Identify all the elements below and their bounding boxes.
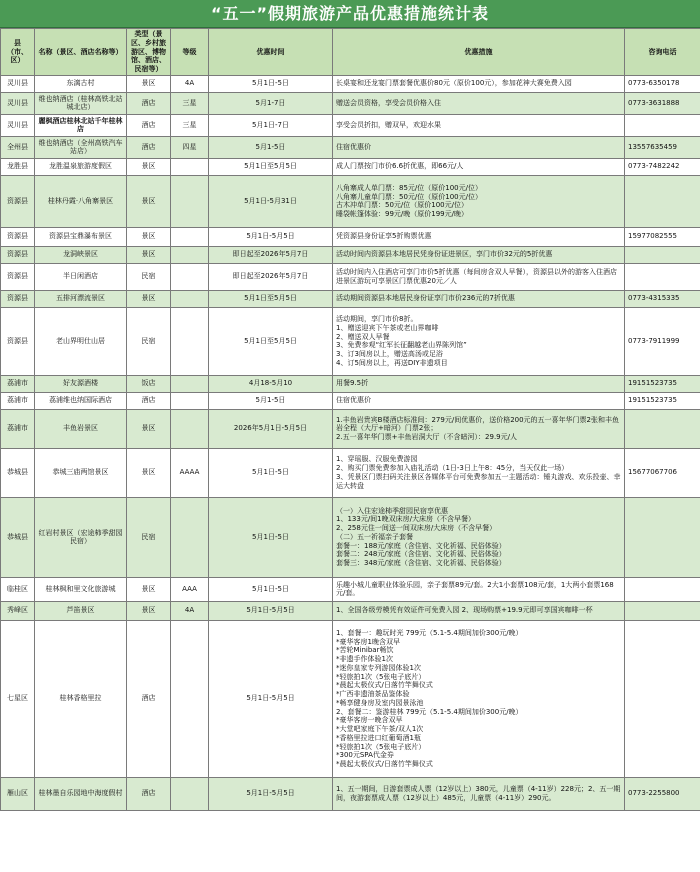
header-measures: 优惠措施 — [333, 29, 625, 76]
page-title: “五一”假期旅游产品优惠措施统计表 — [0, 0, 700, 28]
row-measures: （一）入住宏途柿季甜园民宿享优惠 1、133元/间1晚双床房/大床房（不含早餐） 2、258元住一间送一间双床房/大床房（不含早餐） （二）五一祈福亲子套餐 套餐一：188元/家庭（含住宿、文化祈福、民俗体验） 套餐二：248元/家庭（含住宿、文化祈福、民俗体验） 套餐三：348元/家庭（含住宿、文化祈福、民俗体验） — [333, 497, 625, 577]
row-type: 酒店 — [127, 92, 171, 114]
row-measures: 活动时间内资源县本地居民凭身份证进景区，享门市价32元的5折优惠 — [333, 246, 625, 263]
row-phone — [625, 577, 700, 601]
row-level — [171, 375, 209, 392]
row-level: AAAA — [171, 448, 209, 497]
row-level — [171, 392, 209, 409]
row-name: 维也纳酒店（桂林高铁北站城北店） — [35, 92, 127, 114]
table-row — [1, 409, 700, 448]
table-row — [1, 114, 700, 136]
row-county: 资源县 — [1, 307, 35, 375]
row-name: 半日闲酒店 — [35, 263, 127, 290]
row-level — [171, 290, 209, 307]
row-level: AAA — [171, 577, 209, 601]
table-row — [1, 577, 700, 601]
row-county: 荔浦市 — [1, 375, 35, 392]
row-measures: 乐趣小城儿童职业体验乐园，亲子套票89元/套。2大1小套票108元/套，1大两小套票168元/套。 — [333, 577, 625, 601]
row-time: 5月1日至5月5日 — [209, 290, 333, 307]
row-name: 龙洞峡景区 — [35, 246, 127, 263]
row-county: 临桂区 — [1, 577, 35, 601]
row-county: 资源县 — [1, 246, 35, 263]
row-measures: 八角寨成人单门票：85元/位（原价100元/位） 八角寨儿童单门票：50元/位（原价100元/位） 古木冲单门票：50元/位（原价100元/位） 睡袋帐篷体验：99元/晚（原价199元/晚） — [333, 175, 625, 227]
row-measures: 用餐9.5折 — [333, 375, 625, 392]
row-measures: 享受会员折扣，赠双早，欢迎水果 — [333, 114, 625, 136]
table-row — [1, 290, 700, 307]
row-phone — [625, 409, 700, 448]
row-county: 资源县 — [1, 290, 35, 307]
row-name: 红岩村景区（宏途柿季甜园民宿） — [35, 497, 127, 577]
row-time: 5月1日至5月5日 — [209, 158, 333, 175]
row-county: 灵川县 — [1, 92, 35, 114]
row-time: 5月1日至5月5日 — [209, 307, 333, 375]
row-type: 景区 — [127, 158, 171, 175]
row-type: 酒店 — [127, 114, 171, 136]
row-name: 龙胜温泉旅游度假区 — [35, 158, 127, 175]
row-name: 好友源酒楼 — [35, 375, 127, 392]
row-time: 5月1日-7日 — [209, 114, 333, 136]
row-phone — [625, 263, 700, 290]
row-phone — [625, 497, 700, 577]
row-measures: 活动时间内入住酒店可享门市价5折优惠（每间房含双人早餐），资源县以外的游客入住酒店进景区游玩可享景区门票优惠20元／人 — [333, 263, 625, 290]
row-time: 5月1-5日 — [209, 392, 333, 409]
row-time: 2026年5月1日-5月5日 — [209, 409, 333, 448]
header-level: 等级 — [171, 29, 209, 76]
row-phone: 0773-6350178 — [625, 75, 700, 92]
row-measures: 住宿优惠价 — [333, 136, 625, 158]
table-row — [1, 497, 700, 577]
row-time: 5月1日-5月5日 — [209, 620, 333, 777]
row-type: 酒店 — [127, 136, 171, 158]
row-level — [171, 227, 209, 246]
row-measures: 凭资源县身份证享5折购票优惠 — [333, 227, 625, 246]
row-measures: 1、穿瑶服、汉服免费游园 2、购买门票免费参加入庙礼活动（1日-3日上午8：45分，当天仅此一场） 3、凭景区门票扫码关注景区各媒体平台可免费参加五一主题活动：锤丸游戏、欢乐投壶、幸运大转盘 — [333, 448, 625, 497]
row-county: 龙胜县 — [1, 158, 35, 175]
table-row — [1, 246, 700, 263]
row-phone — [625, 114, 700, 136]
row-county: 灵川县 — [1, 114, 35, 136]
row-type: 酒店 — [127, 620, 171, 777]
row-type: 景区 — [127, 246, 171, 263]
row-measures: 住宿优惠价 — [333, 392, 625, 409]
row-level — [171, 307, 209, 375]
row-phone — [625, 246, 700, 263]
row-county: 荔浦市 — [1, 409, 35, 448]
row-time: 5月1日-5月31日 — [209, 175, 333, 227]
table-row — [1, 227, 700, 246]
row-time: 5月1日-5月5日 — [209, 601, 333, 620]
header-county: 县（市、区） — [1, 29, 35, 76]
row-time: 5月1-7日 — [209, 92, 333, 114]
table-row — [1, 777, 700, 810]
row-level — [171, 175, 209, 227]
row-phone — [625, 620, 700, 777]
row-time: 4月18-5月10 — [209, 375, 333, 392]
row-phone: 19151523735 — [625, 375, 700, 392]
row-county: 秀峰区 — [1, 601, 35, 620]
row-phone — [625, 601, 700, 620]
row-name: 桂林香格里拉 — [35, 620, 127, 777]
row-time: 5月1-5日 — [209, 136, 333, 158]
row-name: 麗枫酒店桂林北站千年桂林店 — [35, 114, 127, 136]
table-row — [1, 136, 700, 158]
row-name: 桂林枫和里文化旅游城 — [35, 577, 127, 601]
table-row — [1, 158, 700, 175]
row-measures: 长桌宴和还龙宴门票套餐优惠价80元（原价100元），参加花神大赛免费入园 — [333, 75, 625, 92]
row-type: 景区 — [127, 227, 171, 246]
row-measures: 活动期间资源县本地居民身份证享门市价236元的7折优惠 — [333, 290, 625, 307]
row-phone: 13557635459 — [625, 136, 700, 158]
promotion-table — [0, 28, 700, 811]
row-county: 资源县 — [1, 227, 35, 246]
row-type: 民宿 — [127, 263, 171, 290]
row-county: 灵川县 — [1, 75, 35, 92]
row-measures: 成人门票按门市价6.6折优惠，即66元/人 — [333, 158, 625, 175]
row-name: 丰鱼岩景区 — [35, 409, 127, 448]
row-level — [171, 158, 209, 175]
row-type: 景区 — [127, 409, 171, 448]
header-type: 类型（景区、乡村旅游区、博物馆、酒店、民宿等） — [127, 29, 171, 76]
row-type: 景区 — [127, 175, 171, 227]
row-time: 5月1日-5日 — [209, 75, 333, 92]
row-measures: 1、全国各级劳模凭有效证件可免费入园 2、现场购票+19.9元即可享国宾咖啡一杯 — [333, 601, 625, 620]
row-measures: 1、五一期间，日游套票成人票（12岁以上）380元，儿童票（4-11岁）228元；2、五一期间，夜游套票成人票（12岁以上）485元，儿童票（4-11岁）290元。 — [333, 777, 625, 810]
row-type: 景区 — [127, 577, 171, 601]
header-name: 名称（景区、酒店名称等） — [35, 29, 127, 76]
table-row — [1, 601, 700, 620]
table-row — [1, 448, 700, 497]
row-county: 恭城县 — [1, 497, 35, 577]
row-level — [171, 497, 209, 577]
table-row — [1, 175, 700, 227]
row-type: 景区 — [127, 601, 171, 620]
row-level: 4A — [171, 601, 209, 620]
row-phone: 0773-7911999 — [625, 307, 700, 375]
row-phone: 0773-3631888 — [625, 92, 700, 114]
row-measures: 1.丰鱼岩贵宾B楼酒店标准间：279元/间优惠价，送价格200元的五一喜年华门票2张和丰鱼岩全程（大厅+暗河）门票2张； 2.五一喜年华门票+丰鱼岩洞大厅（不含暗河）：29.9元/人 — [333, 409, 625, 448]
row-time: 即日起至2026年5月7日 — [209, 263, 333, 290]
row-time: 5月1日-5日 — [209, 448, 333, 497]
row-name: 荔浦维也纳国际酒店 — [35, 392, 127, 409]
row-name: 东漓古村 — [35, 75, 127, 92]
row-county: 全州县 — [1, 136, 35, 158]
row-level: 三星 — [171, 92, 209, 114]
row-time: 即日起至2026年5月7日 — [209, 246, 333, 263]
table-row — [1, 92, 700, 114]
row-county: 七星区 — [1, 620, 35, 777]
row-time: 5月1日-5日 — [209, 497, 333, 577]
table-body — [1, 75, 700, 810]
row-type: 景区 — [127, 448, 171, 497]
row-name: 桂林墨自乐园地中海度假村 — [35, 777, 127, 810]
table-row — [1, 75, 700, 92]
row-type: 酒店 — [127, 392, 171, 409]
row-name: 维也纳酒店（全州高铁汽车站店） — [35, 136, 127, 158]
row-type: 民宿 — [127, 307, 171, 375]
row-level — [171, 246, 209, 263]
row-measures: 赠送会员资格，享受会员价格入住 — [333, 92, 625, 114]
row-time: 5月1日-5月5日 — [209, 227, 333, 246]
row-county: 资源县 — [1, 263, 35, 290]
row-time: 5月1日-5日 — [209, 577, 333, 601]
row-county: 资源县 — [1, 175, 35, 227]
row-time: 5月1日-5月5日 — [209, 777, 333, 810]
table-row — [1, 375, 700, 392]
row-name: 桂林丹霞·八角寨景区 — [35, 175, 127, 227]
row-type: 酒店 — [127, 777, 171, 810]
row-phone: 15977082555 — [625, 227, 700, 246]
row-level: 4A — [171, 75, 209, 92]
row-phone: 0773-2255800 — [625, 777, 700, 810]
row-phone — [625, 175, 700, 227]
table-row — [1, 263, 700, 290]
row-level — [171, 777, 209, 810]
row-measures: 活动期间，享门市价8折。 1、赠送迎宾下午茶或老山界咖啡 2、赠送双人早餐 3、免费参观“红军长征翻越老山界陈列馆” 3、订3间房以上，赠送高汤或足浴 4、订5间房以上，再送DIY非遗项目 — [333, 307, 625, 375]
row-type: 景区 — [127, 290, 171, 307]
row-measures: 1、套餐一：趣玩时光 799元（5.1-5.4期间加价300元/晚） *豪华客房1晚含双早 *苦轮Minibar畅饮 *非遗手作体验1次 *迷你皇家专列游园体验1次 *轻旅拍1次（5张电子底片） *晨起太极仪式/日落竹竿舞仪式 *广西非遗油茶品鉴体验 *畅享健身房及室内园景泳池 2、套餐二：鉴游桂林 799元（5.1-5.4期间加价300元/晚） *豪华客房一晚含双早 *大堂吧家庭下午茶/双人1次 *香格里拉进口红葡萄酒1瓶 *轻旅拍1次（5张电子底片） *300元SPA代金券 *晨起太极仪式/日落竹竿舞仪式 — [333, 620, 625, 777]
table-row — [1, 620, 700, 777]
row-county: 雁山区 — [1, 777, 35, 810]
row-name: 五排河漂流景区 — [35, 290, 127, 307]
row-phone: 15677067706 — [625, 448, 700, 497]
row-name: 老山界明仕山居 — [35, 307, 127, 375]
row-name: 资源县宝鼎瀑布景区 — [35, 227, 127, 246]
row-phone: 0773-4315335 — [625, 290, 700, 307]
row-county: 恭城县 — [1, 448, 35, 497]
row-type: 景区 — [127, 75, 171, 92]
row-phone: 19151523735 — [625, 392, 700, 409]
table-row — [1, 392, 700, 409]
header-time: 优惠时间 — [209, 29, 333, 76]
row-level — [171, 409, 209, 448]
row-name: 恭城三庙两馆景区 — [35, 448, 127, 497]
row-level — [171, 263, 209, 290]
row-level — [171, 620, 209, 777]
row-phone: 0773-7482242 — [625, 158, 700, 175]
row-county: 荔浦市 — [1, 392, 35, 409]
row-type: 民宿 — [127, 497, 171, 577]
header-phone: 咨询电话 — [625, 29, 700, 76]
table-row — [1, 307, 700, 375]
row-level: 三星 — [171, 114, 209, 136]
row-level: 四星 — [171, 136, 209, 158]
row-type: 饭店 — [127, 375, 171, 392]
row-name: 芦笛景区 — [35, 601, 127, 620]
